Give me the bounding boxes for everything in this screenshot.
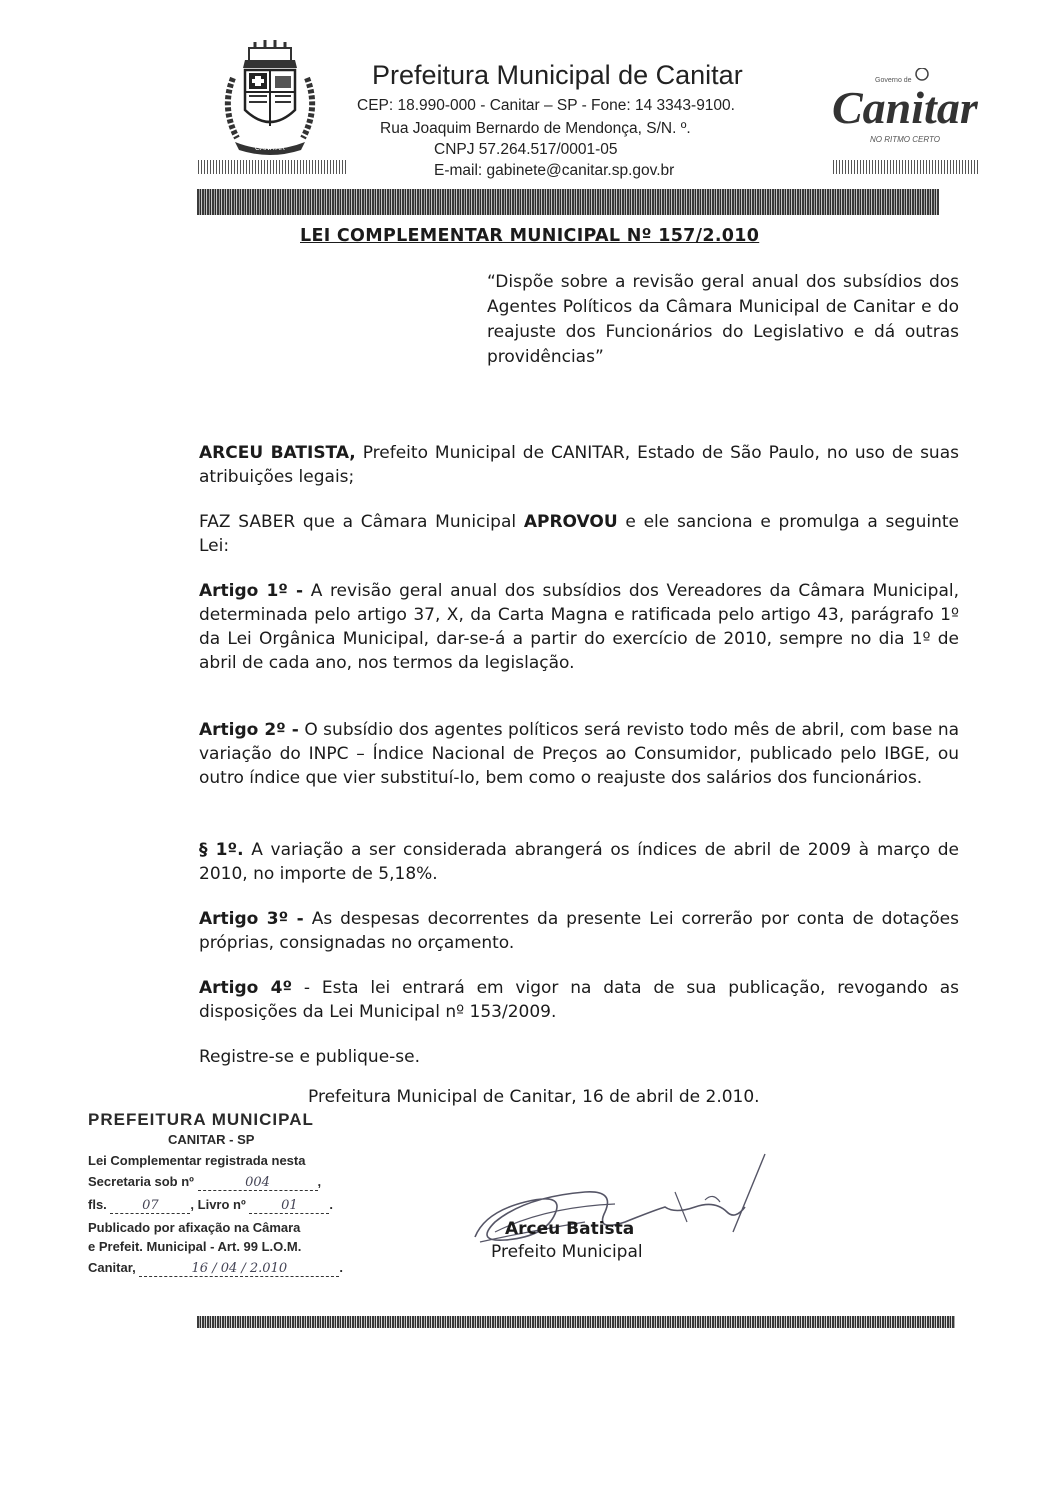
stamp-line-4: Publicado por afixação na Câmara <box>88 1220 301 1235</box>
paragraph-1 <box>199 838 959 886</box>
article-4 <box>199 976 959 1024</box>
crest-label: CANITAR <box>254 145 286 152</box>
mayor-name-bold: ARCEU BATISTA, <box>199 443 356 463</box>
header-email: E-mail: gabinete@canitar.sp.gov.br <box>434 162 675 179</box>
brand-slogan: NO RITMO CERTO <box>870 135 940 144</box>
law-ementa: “Dispõe sobre a revisão geral anual dos subsídios dos Agentes Políticos da Câmara Municipal de Canitar e do reajuste dos Funcionários do Legislativo e dá outras providências” <box>487 272 959 367</box>
header-cep-line: CEP: 18.990-000 - Canitar – SP - Fone: 14 3343-9100. <box>357 97 735 114</box>
stamp-number-value: 004 <box>198 1175 318 1191</box>
closing-text: Registre-se e publique-se. <box>199 1047 421 1067</box>
preamble-paragraph <box>199 441 959 489</box>
brand-small-text: Governo de <box>875 77 912 84</box>
stamp-line-3: fls. 07 , Livro nº 01 . <box>88 1197 333 1213</box>
stamp-line-2-label: Secretaria sob nº <box>88 1174 194 1189</box>
canitar-brand-logo <box>830 68 980 148</box>
article-3-label: Artigo 3º - <box>199 909 304 929</box>
stamp-folio-value: 07 <box>110 1198 190 1214</box>
stamp-line-3-mid: , Livro nº <box>190 1197 246 1212</box>
article-3 <box>199 907 959 955</box>
article-4-text: - Esta lei entrará em vigor na data de sua publicação, revogando as disposições da Lei Municipal nº 153/2009. <box>199 978 959 1022</box>
paragraph-1-label: § 1º. <box>199 840 244 860</box>
stamp-line-6-label: Canitar, <box>88 1260 136 1275</box>
preamble-text: Prefeito Municipal de CANITAR, Estado de São Paulo, no uso de suas atribuições legais; <box>199 443 959 487</box>
enactment-bold: APROVOU <box>523 512 618 532</box>
stamp-line-2: Secretaria sob nº 004 , <box>88 1174 322 1190</box>
header-cnpj: CNPJ 57.264.517/0001-05 <box>434 141 618 158</box>
stamp-title: PREFEITURA MUNICIPAL <box>88 1110 314 1129</box>
enactment-text-b: e ele sanciona e promulga a seguinte Lei: <box>199 512 959 556</box>
brand-name: Canitar <box>832 82 978 133</box>
stamp-line-1: Lei Complementar registrada nesta <box>88 1153 306 1168</box>
article-2 <box>199 718 959 790</box>
stamp-date-value: 16 / 04 / 2.010 <box>139 1261 339 1277</box>
article-1 <box>199 579 959 675</box>
registration-stamp <box>88 1110 388 1277</box>
signatory-name: Arceu Batista <box>505 1219 635 1239</box>
signatory-role: Prefeito Municipal <box>491 1242 643 1262</box>
header-right-rule <box>833 160 979 174</box>
stamp-subtitle: CANITAR - SP <box>168 1132 255 1147</box>
article-1-label: Artigo 1º - <box>199 581 304 601</box>
law-title: LEI COMPLEMENTAR MUNICIPAL Nº 157/2.010 <box>300 226 760 246</box>
article-2-text: O subsídio dos agentes políticos será revisto todo mês de abril, com base na variação do INPC – Índice Nacional de Preços ao Consumidor, publicado pelo IBGE, ou outro índice que vier substituí-lo, bem como o reajuste dos salários dos funcionários. <box>199 720 960 788</box>
footer-divider-band <box>197 1316 955 1328</box>
stamp-line-6: Canitar, 16 / 04 / 2.010 . <box>88 1260 343 1276</box>
stamp-line-3-label: fls. <box>88 1197 107 1212</box>
header-left-rule <box>198 160 348 174</box>
stamp-line-5: e Prefeit. Municipal - Art. 99 L.O.M. <box>88 1239 302 1254</box>
header-address: Rua Joaquim Bernardo de Mendonça, S/N. º. <box>380 120 691 137</box>
article-3-text: As despesas decorrentes da presente Lei correrão por conta de dotações próprias, consignadas no orçamento. <box>199 909 959 953</box>
paragraph-1-text: A variação a ser considerada abrangerá os índices de abril de 2009 à março de 2010, no importe de 5,18%. <box>199 840 960 884</box>
stamp-book-value: 01 <box>249 1198 329 1214</box>
header-title: Prefeitura Municipal de Canitar <box>372 60 743 90</box>
municipal-crest-logo <box>215 38 325 160</box>
date-line: Prefeitura Municipal de Canitar, 16 de abril de 2.010. <box>308 1087 760 1107</box>
enactment-paragraph <box>199 510 959 558</box>
header-divider-band <box>197 189 939 215</box>
article-2-label: Artigo 2º - <box>199 720 299 740</box>
article-1-text: A revisão geral anual dos subsídios dos Vereadores da Câmara Municipal, determinada pelo artigo 37, X, da Carta Magna e ratificada pelo artigo 43, parágrafo 1º da Lei Orgânica Municipal, dar-se-á a partir do exercício de 2010, sempre no dia 1º de abril de cada ano, nos termos da legislação. <box>199 581 959 673</box>
enactment-text-a: FAZ SABER que a Câmara Municipal <box>199 512 524 532</box>
article-4-label: Artigo 4º <box>199 978 293 998</box>
